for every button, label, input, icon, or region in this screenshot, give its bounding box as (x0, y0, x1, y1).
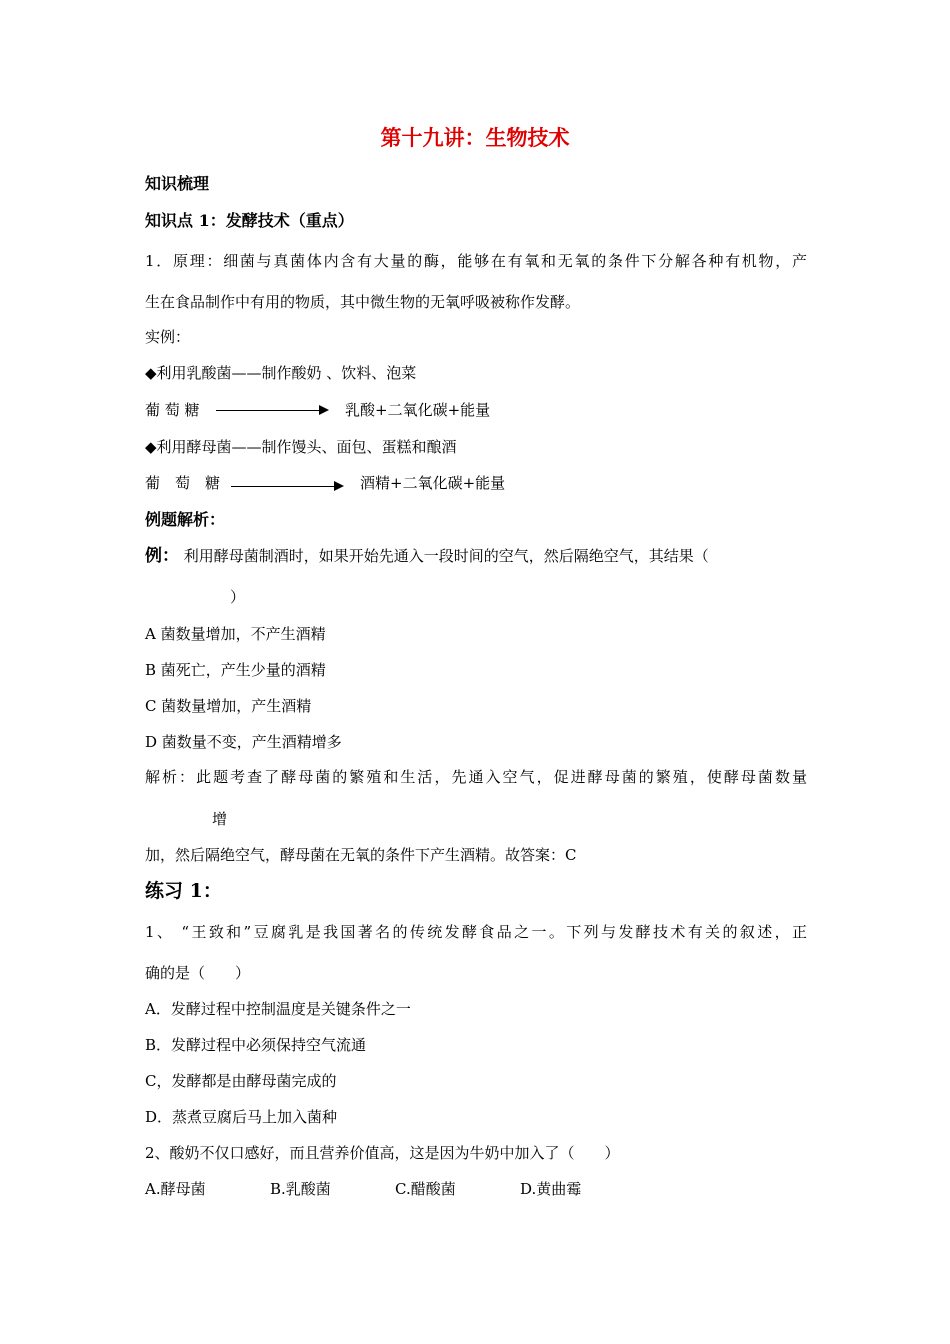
section-heading: 知识梳理 (145, 174, 210, 193)
example-1-reactant: 葡 萄 糖 (145, 401, 200, 419)
question-2-stem: 2、酸奶不仅口感好，而且营养价值高，这是因为牛奶中加入了（ ） (145, 1144, 620, 1162)
practice-heading: 练习 1： (145, 880, 222, 902)
principle-line-2: 生在食品制作中有用的物质，其中微生物的无氧呼吸被称作发酵。 (145, 293, 581, 311)
question-2-option-c: C.醋酸菌 (395, 1180, 456, 1198)
page-title: 第十九讲：生物技术 (380, 125, 570, 150)
question-1-option-b: B．发酵过程中必须保持空气流通 (145, 1036, 367, 1054)
example-2-product: 酒精+二氧化碳+能量 (360, 474, 506, 492)
example-question-line-1 (145, 546, 709, 566)
example-2-text: ◆利用酵母菌——制作馒头、面包、蛋糕和酿酒 (145, 438, 457, 456)
question-1-option-d: D．蒸煮豆腐后马上加入菌种 (145, 1108, 338, 1126)
knowledge-point-heading: 知识点 1：发酵技术（重点） (145, 211, 354, 230)
reaction-arrow-2 (231, 486, 335, 487)
question-1-line-2: 确的是（ ） (145, 964, 251, 982)
examples-label: 实例： (145, 328, 191, 346)
explanation-line-3: 加，然后隔绝空气，酵母菌在无氧的条件下产生酒精。故答案：C (145, 846, 577, 864)
question-1-line-1: 1、 “王致和”豆腐乳是我国著名的传统发酵食品之一。下列与发酵技术有关的叙述，正 (145, 923, 807, 941)
reaction-arrow-1 (216, 410, 320, 411)
question-1-option-a: A．发酵过程中控制温度是关键条件之一 (145, 1000, 411, 1018)
question-2-option-b: B.乳酸菌 (270, 1180, 331, 1198)
question-1-option-c: C，发酵都是由酵母菌完成的 (145, 1072, 337, 1090)
example-option-c: C 菌数量增加，产生酒精 (145, 697, 312, 715)
example-label: 例： (145, 546, 179, 566)
explanation-line-2: 增 (212, 810, 228, 828)
example-question-text: 利用酵母菌制酒时，如果开始先通入一段时间的空气，然后隔绝空气，其结果（ (183, 547, 709, 565)
question-2-option-d: D.黄曲霉 (520, 1180, 582, 1198)
example-2-reactant: 葡 萄 糖 (145, 474, 221, 492)
principle-line-1: 1．原理：细菌与真菌体内含有大量的酶，能够在有氧和无氧的条件下分解各种有机物，产 (145, 252, 807, 270)
analysis-heading: 例题解析： (145, 510, 226, 529)
example-1-product: 乳酸+二氧化碳+能量 (345, 401, 491, 419)
example-1-text: ◆利用乳酸菌——制作酸奶 、饮料、泡菜 (145, 364, 417, 382)
example-question-line-2: ） (230, 588, 246, 606)
question-2-option-a: A.酵母菌 (145, 1180, 206, 1198)
explanation-line-1: 解析：此题考查了酵母菌的繁殖和生活，先通入空气，促进酵母菌的繁殖，使酵母菌数量 (145, 768, 807, 786)
example-option-d: D 菌数量不变，产生酒精增多 (145, 733, 342, 751)
example-option-a: A 菌数量增加，不产生酒精 (145, 625, 326, 643)
example-option-b: B 菌死亡，产生少量的酒精 (145, 661, 326, 679)
